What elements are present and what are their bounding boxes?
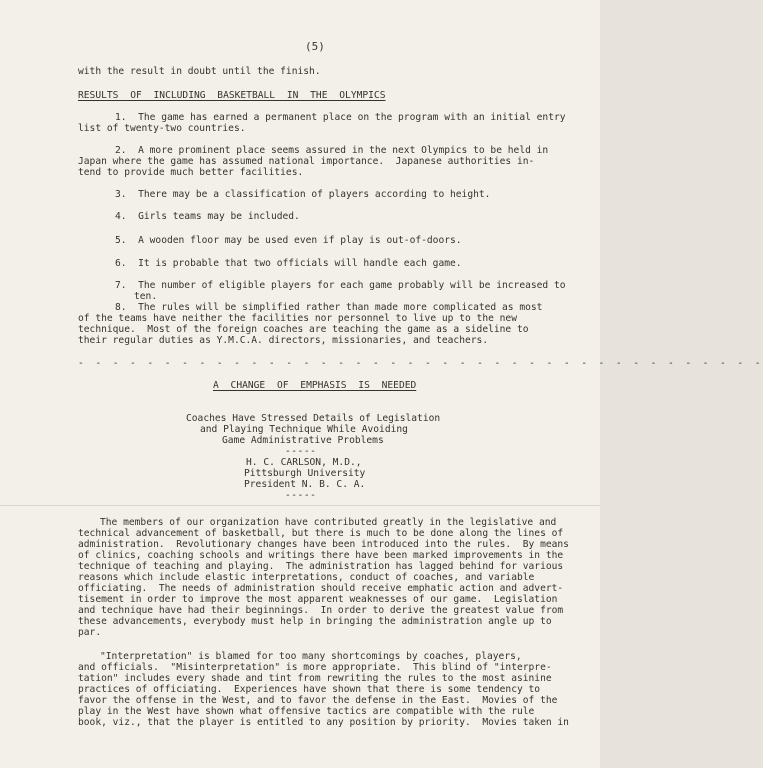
list-item-line: 1. The game has earned a permanent place on the program with an initial entry [115, 112, 566, 123]
subtitle-line: and Playing Technique While Avoiding [200, 424, 408, 435]
paragraph-line: par. [78, 627, 102, 638]
list-item-line: 4. Girls teams may be included. [115, 211, 300, 222]
paragraph-line: tisement in order to improve the most apparent weaknesses of our game. Legislation [78, 594, 558, 605]
paragraph-line: of clinics, coaching schools and writings there have been marked improvements in the [78, 550, 564, 561]
results-heading: RESULTS OF INCLUDING BASKETBALL IN THE OLYMPICS [78, 90, 386, 101]
section-separator: - - - - - - - - - - - - - - - - - - - - - - - - - - - - - - - - - - - - - - - - [78, 358, 763, 369]
paragraph-line: technical advancement of basketball, but there is much to be done along the lines of [78, 528, 564, 539]
paragraph-line: and technique have had their beginnings. In order to derive the greatest value from [78, 605, 564, 616]
paragraph-line: play in the West have shown what offensive tactics are compatible with the rule [78, 706, 535, 717]
short-divider: ----- [285, 446, 317, 457]
paper-fold-line [0, 505, 600, 506]
paragraph-line: "Interpretation" is blamed for too many shortcomings by coaches, players, [100, 651, 522, 662]
list-item-line: their regular duties as Y.M.C.A. directors, missionaries, and teachers. [78, 335, 489, 346]
paragraph-line: these advancements, everybody must help in bringing the administration angle up to [78, 616, 552, 627]
list-item-line: 6. It is probable that two officials will handle each game. [115, 258, 462, 269]
short-divider: ----- [285, 490, 317, 501]
paragraph-line: favor the offense in the West, and to favor the defense in the East. Movies of the [78, 695, 558, 706]
paragraph-line: practices of officiating. Experiences have shown that there is some tendency to [78, 684, 541, 695]
list-item-line: Japan where the game has assumed national importance. Japanese authorities in- [78, 156, 535, 167]
page-number: (5) [305, 40, 325, 53]
continued-line: with the result in doubt until the finish. [78, 66, 321, 77]
paragraph-line: tation" includes every shade and tint from rewriting the rules to the most asinine [78, 673, 552, 684]
paragraph-line: reasons which include elastic interpretations, conduct of coaches, and variable [78, 572, 535, 583]
list-item-line: tend to provide much better facilities. [78, 167, 304, 178]
paragraph-line: technique of teaching and playing. The administration has lagged behind for various [78, 561, 564, 572]
subtitle-line: Game Administrative Problems [222, 435, 384, 446]
paragraph-line: book, viz., that the player is entitled to any position by priority. Movies taken in [78, 717, 569, 728]
list-item-line: 3. There may be a classification of players according to height. [115, 189, 491, 200]
list-item-line: 8. The rules will be simplified rather than made more complicated as most [115, 302, 543, 313]
paragraph-line: and officials. "Misinterpretation" is more appropriate. This blind of "interpre- [78, 662, 552, 673]
author-title: President N. B. C. A. [244, 479, 366, 490]
paragraph-line: administration. Revolutionary changes have been introduced into the rules. By means [78, 539, 569, 550]
article-title: A CHANGE OF EMPHASIS IS NEEDED [213, 380, 417, 391]
paragraph-line: officiating. The needs of administration should receive emphatic action and advert- [78, 583, 564, 594]
paragraph-line: The members of our organization have contributed greatly in the legislative and [100, 517, 557, 528]
list-item-line: 5. A wooden floor may be used even if play is out-of-doors. [115, 235, 462, 246]
subtitle-line: Coaches Have Stressed Details of Legislation [186, 413, 441, 424]
list-item-line: ten. [134, 291, 158, 302]
author-name: H. C. CARLSON, M.D., [246, 457, 362, 468]
list-item-line: 7. The number of eligible players for each game probably will be increased to [115, 280, 566, 291]
list-item-line: 2. A more prominent place seems assured in the next Olympics to be held in [115, 145, 549, 156]
list-item-line: list of twenty-two countries. [78, 123, 246, 134]
list-item-line: technique. Most of the foreign coaches are teaching the game as a sideline to [78, 324, 529, 335]
author-affiliation: Pittsburgh University [244, 468, 366, 479]
list-item-line: of the teams have neither the facilities nor personnel to live up to the new [78, 313, 517, 324]
